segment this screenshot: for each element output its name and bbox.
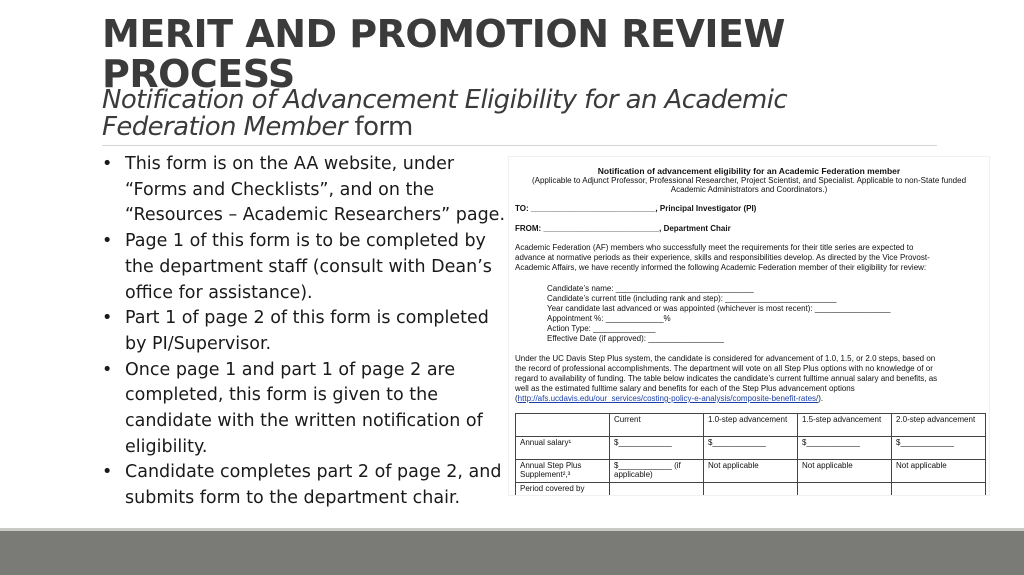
bullet-item — [102, 460, 512, 511]
form-intro-1: Academic Federation (AF) members who successfully meet the requirements for their title series are expected to — [515, 243, 914, 252]
table-cell — [610, 483, 704, 497]
form-para-2: the record of professional accomplishments. The department will vote on all Step Plus options with no knowledge of or — [515, 364, 933, 373]
form-para-1: Under the UC Davis Step Plus system, the candidate is considered for advancement of 1.0, 1.5, or 2.0 steps, based on — [515, 354, 936, 363]
form-field: Year candidate last advanced or was appointed (whichever is most recent): _________________ — [547, 304, 891, 313]
form-field: Effective Date (if approved): _________________ — [547, 334, 724, 343]
table-cell: $____________ (if applicable) — [610, 460, 704, 483]
bullet-item — [102, 358, 512, 461]
bullet-icon: • — [102, 462, 113, 483]
table-row — [516, 460, 986, 483]
form-subheading-1: (Applicable to Adjunct Professor, Professional Researcher, Project Scientist, and Specialist. Applicable to non-State funded — [531, 176, 967, 185]
form-field: Candidate’s current title (including rank and step): _________________________ — [547, 294, 837, 303]
subtitle-suffix: form — [346, 112, 413, 142]
bullet-item — [102, 306, 512, 357]
form-para-4: well as the estimated fulltime salary and benefits for each of the Step Plus advancement options — [515, 384, 855, 393]
title-divider — [102, 145, 937, 146]
bullet-text: This form is on the AA website, under “Forms and Checklists”, and on the “Resources – Academic Researchers” page. — [125, 154, 506, 226]
table-cell — [516, 414, 610, 437]
table-header: 1.5-step advancement — [798, 414, 892, 437]
slide-title: MERIT AND PROMOTION REVIEW PROCESS — [102, 12, 785, 96]
form-field: Appointment %: _____________% — [547, 314, 671, 323]
form-screenshot — [508, 156, 990, 496]
table-cell: $____________ — [610, 437, 704, 460]
table-cell: Annual Step Plus Supplement²,³ — [516, 460, 610, 483]
form-from-line: FROM: __________________________, Department Chair — [515, 224, 731, 233]
form-subheading-2: Academic Administrators and Coordinators.) — [670, 185, 828, 194]
form-to-line: TO: ____________________________, Principal Investigator (PI) — [515, 204, 757, 213]
bullet-icon: • — [102, 359, 113, 380]
subtitle-form-name: Notification of Advancement Eligibility for an Academic Federation Member — [102, 85, 788, 142]
bullet-item — [102, 152, 512, 229]
bullet-text: Once page 1 and part 1 of page 2 are completed, this form is given to the candidate with the written notification of eligibility. — [125, 359, 483, 457]
table-row — [516, 483, 986, 497]
table-cell: $____________ — [798, 437, 892, 460]
bullet-text: Page 1 of this form is to be completed by the department staff (consult with Dean’s office for assistance). — [125, 231, 492, 303]
table-header: 2.0-step advancement — [892, 414, 986, 437]
table-cell: Not applicable — [704, 460, 798, 483]
table-cell: Not applicable — [798, 460, 892, 483]
table-header: 1.0-step advancement — [704, 414, 798, 437]
form-field: Action Type: ______________ — [547, 324, 656, 333]
table-cell — [798, 483, 892, 497]
table-cell: $____________ — [892, 437, 986, 460]
table-cell — [892, 483, 986, 497]
form-intro-3: Academic Affairs, we have recently informed the following Academic Federation member of their eligibility for review: — [515, 263, 927, 272]
table-cell — [704, 483, 798, 497]
form-link-line: (http://afs.ucdavis.edu/our_services/costing-policy-e-analysis/composite-benefit-rates/). — [515, 394, 824, 403]
bullet-icon: • — [102, 231, 113, 252]
bullet-item — [102, 229, 512, 306]
form-intro-2: advance at normative periods as their experience, skills and responsibilities develop. As directed by the Vice Provost- — [515, 253, 930, 262]
table-cell: Annual salary¹ — [516, 437, 610, 460]
table-cell: $____________ — [704, 437, 798, 460]
bullet-text: Candidate completes part 2 of page 2, and submits form to the department chair. — [125, 462, 502, 509]
bullet-list — [102, 152, 512, 512]
form-para-3: regard to availability of funding. The table below indicates the candidate’s current fulltime annual salary and benefits, as — [515, 374, 938, 383]
bullet-icon: • — [102, 154, 113, 174]
table-cell: Period covered by — [516, 483, 610, 497]
form-field: Candidate’s name: _______________________________ — [547, 284, 754, 293]
slide-footer-bar — [0, 531, 1024, 575]
benefit-rates-link[interactable]: http://afs.ucdavis.edu/our_services/costing-policy-e-analysis/composite-benefit-rates/ — [517, 394, 819, 403]
table-row — [516, 437, 986, 460]
salary-table — [515, 413, 986, 496]
table-header-row — [516, 414, 986, 437]
bullet-text: Part 1 of page 2 of this form is completed by PI/Supervisor. — [125, 308, 489, 354]
slide-subtitle — [102, 87, 862, 141]
form-heading: Notification of advancement eligibility for an Academic Federation member — [597, 166, 901, 176]
table-header: Current — [610, 414, 704, 437]
bullet-icon: • — [102, 308, 113, 329]
table-cell: Not applicable — [892, 460, 986, 483]
